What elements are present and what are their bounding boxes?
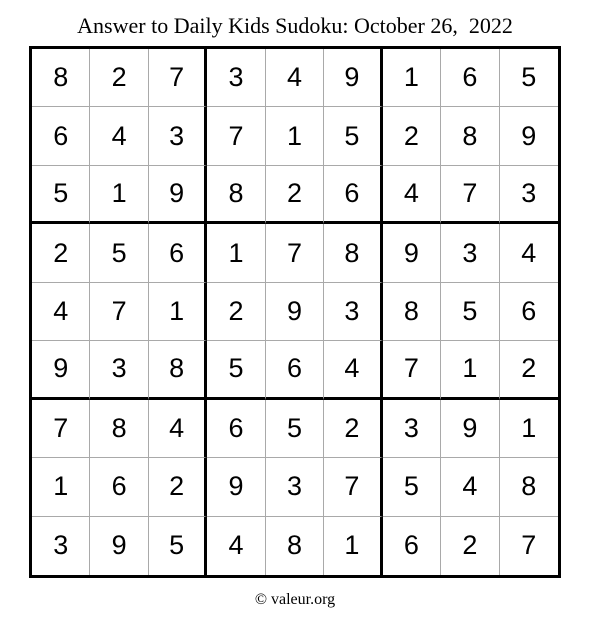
sudoku-cell: 5 (383, 458, 441, 516)
sudoku-cell: 6 (324, 166, 382, 224)
sudoku-cell: 6 (90, 458, 148, 516)
sudoku-cell: 6 (500, 283, 558, 341)
sudoku-cell: 2 (324, 400, 382, 458)
sudoku-cell: 4 (324, 341, 382, 399)
sudoku-cell: 5 (207, 341, 265, 399)
sudoku-cell: 9 (32, 341, 90, 399)
sudoku-cell: 9 (441, 400, 499, 458)
sudoku-cell: 2 (500, 341, 558, 399)
sudoku-cell: 6 (383, 517, 441, 575)
sudoku-cell: 7 (149, 49, 207, 107)
sudoku-cell: 1 (207, 224, 265, 282)
sudoku-cell: 2 (441, 517, 499, 575)
sudoku-cell: 7 (266, 224, 324, 282)
sudoku-cell: 3 (383, 400, 441, 458)
sudoku-cell: 1 (441, 341, 499, 399)
copyright-footer: © valeur.org (254, 591, 336, 608)
sudoku-cell: 1 (32, 458, 90, 516)
sudoku-cell: 7 (441, 166, 499, 224)
sudoku-cell: 8 (266, 517, 324, 575)
sudoku-cell: 4 (441, 458, 499, 516)
sudoku-cell: 4 (32, 283, 90, 341)
sudoku-cell: 4 (383, 166, 441, 224)
sudoku-cell: 9 (324, 49, 382, 107)
sudoku-cell: 5 (32, 166, 90, 224)
sudoku-cell: 2 (207, 283, 265, 341)
sudoku-cell: 7 (90, 283, 148, 341)
sudoku-cell: 8 (32, 49, 90, 107)
sudoku-cell: 3 (266, 458, 324, 516)
sudoku-cell: 3 (149, 107, 207, 165)
sudoku-cell: 2 (32, 224, 90, 282)
sudoku-cell: 9 (207, 458, 265, 516)
sudoku-cell: 9 (500, 107, 558, 165)
sudoku-cell: 9 (383, 224, 441, 282)
sudoku-cell: 9 (266, 283, 324, 341)
sudoku-cell: 2 (266, 166, 324, 224)
sudoku-cell: 7 (207, 107, 265, 165)
sudoku-cell: 7 (324, 458, 382, 516)
sudoku-cell: 3 (207, 49, 265, 107)
sudoku-cell: 6 (441, 49, 499, 107)
sudoku-cell: 3 (32, 517, 90, 575)
sudoku-cell: 1 (500, 400, 558, 458)
sudoku-cell: 4 (266, 49, 324, 107)
puzzle-title: Answer to Daily Kids Sudoku: October 26, 2022 (77, 13, 513, 38)
sudoku-cell: 5 (266, 400, 324, 458)
sudoku-cell: 5 (441, 283, 499, 341)
sudoku-cell: 8 (149, 341, 207, 399)
sudoku-cell: 6 (149, 224, 207, 282)
sudoku-cell: 1 (149, 283, 207, 341)
sudoku-cell: 4 (149, 400, 207, 458)
sudoku-cell: 9 (90, 517, 148, 575)
sudoku-board (29, 46, 561, 578)
sudoku-cell: 3 (500, 166, 558, 224)
sudoku-cell: 7 (32, 400, 90, 458)
sudoku-cell: 5 (149, 517, 207, 575)
sudoku-cell: 4 (90, 107, 148, 165)
sudoku-cell: 3 (90, 341, 148, 399)
sudoku-cell: 8 (90, 400, 148, 458)
sudoku-cell: 5 (90, 224, 148, 282)
sudoku-cell: 8 (324, 224, 382, 282)
sudoku-cell: 8 (207, 166, 265, 224)
sudoku-cell: 7 (383, 341, 441, 399)
sudoku-cell: 6 (266, 341, 324, 399)
sudoku-cell: 4 (500, 224, 558, 282)
sudoku-cell: 3 (441, 224, 499, 282)
sudoku-cell: 4 (207, 517, 265, 575)
sudoku-cell: 2 (149, 458, 207, 516)
sudoku-cell: 8 (383, 283, 441, 341)
sudoku-cell: 1 (383, 49, 441, 107)
sudoku-cell: 3 (324, 283, 382, 341)
sudoku-cell: 9 (149, 166, 207, 224)
sudoku-cell: 1 (324, 517, 382, 575)
sudoku-cell: 6 (207, 400, 265, 458)
sudoku-cell: 1 (266, 107, 324, 165)
sudoku-cell: 6 (32, 107, 90, 165)
sudoku-cell: 8 (441, 107, 499, 165)
sudoku-cell: 2 (90, 49, 148, 107)
sudoku-cell: 1 (90, 166, 148, 224)
sudoku-cell: 2 (383, 107, 441, 165)
sudoku-cell: 8 (500, 458, 558, 516)
sudoku-cell: 5 (324, 107, 382, 165)
sudoku-cell: 5 (500, 49, 558, 107)
sudoku-cell: 7 (521, 530, 537, 561)
